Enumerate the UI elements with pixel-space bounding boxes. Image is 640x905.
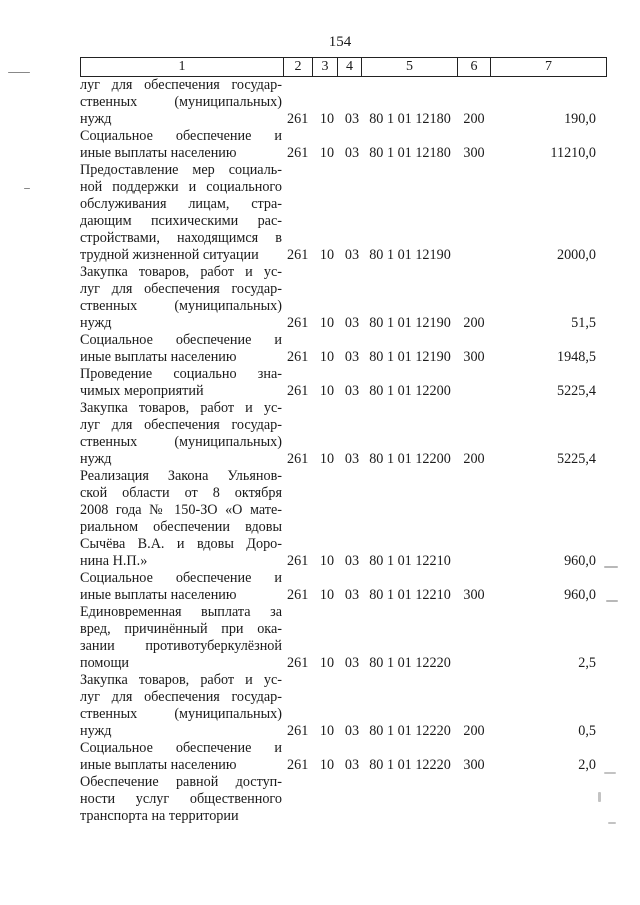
scan-mark [604,772,616,774]
row-name [80,740,282,774]
gr-code: 261 [287,723,309,739]
row-name-line: ной поддержки и социального [80,179,282,195]
expense-type-code [456,655,492,672]
row-name-line: Сычёва В.А. и вдовы Доро- [80,536,282,552]
table-row [80,400,640,468]
target-article-code: 80 1 01 12200 [369,451,451,467]
row-name-line: ственных (муниципальных) [80,94,282,110]
table-row [80,77,640,128]
target-article-code: 80 1 01 12180 [369,111,451,127]
table-row [80,162,640,264]
subsection-code: 03 [344,111,360,127]
table-row [80,332,640,366]
amount: 960,0 [564,553,596,569]
row-name-line: нужд [80,315,112,331]
row-name-line: нужд [80,723,112,739]
row-name-line: иные выплаты населению [80,349,237,365]
row-name-line: иные выплаты населению [80,587,237,603]
row-name [80,570,282,604]
amount: 0,5 [578,723,596,739]
row-name-line: 2008 года № 150-ЗО «О мате- [80,502,282,518]
column-header-cs: 5 [362,58,458,76]
row-name-line: транспорта на территории [80,808,239,824]
table-row [80,740,640,774]
row-name-line: Социальное обеспечение и [80,128,282,144]
row-name-line: иные выплаты населению [80,757,237,773]
amount: 5225,4 [556,383,596,399]
column-header-rz: 3 [313,58,338,76]
row-name-line: ственных (муниципальных) [80,706,282,722]
target-article-code: 80 1 01 12220 [369,757,451,773]
table-row [80,366,640,400]
scan-mark [8,72,30,73]
section-code: 10 [319,145,335,161]
scan-mark [604,566,618,568]
table-row [80,468,640,570]
subsection-code: 03 [344,349,360,365]
row-name-line: нужд [80,111,112,127]
row-name-line: зании противотуберкулёзной [80,638,282,654]
scan-mark [24,188,30,189]
section-code: 10 [319,757,335,773]
expense-type-code [456,383,492,400]
gr-code: 261 [287,655,309,671]
gr-code: 261 [287,587,309,603]
row-codes [287,247,596,264]
row-name-line: ности услуг общественного [80,791,282,807]
subsection-code: 03 [344,587,360,603]
amount: 960,0 [564,587,596,603]
row-codes [287,383,596,400]
section-code: 10 [319,315,335,331]
row-name [80,400,282,468]
scan-mark [608,822,616,824]
row-name-line: Обеспечение равной доступ- [80,774,282,790]
column-header-sum: 7 [491,58,607,76]
row-name-line: Реализация Закона Ульянов- [80,468,282,484]
column-header-name: 1 [81,58,284,76]
budget-table-body [80,77,640,825]
row-name-line: Предоставление мер социаль- [80,162,282,178]
section-code: 10 [319,553,335,569]
expense-type-code: 200 [463,111,485,127]
gr-code: 261 [287,451,309,467]
gr-code: 261 [287,349,309,365]
scan-mark [606,600,618,602]
row-name [80,77,282,128]
row-name-line: ственных (муниципальных) [80,434,282,450]
row-name [80,468,282,570]
target-article-code: 80 1 01 12190 [369,247,451,263]
section-code: 10 [319,111,335,127]
row-name-line: нина Н.П.» [80,553,148,569]
amount: 5225,4 [556,451,596,467]
column-header-pr: 4 [338,58,362,76]
row-codes [287,315,596,332]
amount: 1948,5 [556,349,596,365]
target-article-code: 80 1 01 12190 [369,315,451,331]
row-codes [287,145,596,162]
subsection-code: 03 [344,723,360,739]
expense-type-code: 200 [463,723,485,739]
amount: 51,5 [571,315,596,331]
target-article-code: 80 1 01 12180 [369,145,451,161]
row-name-line: дающим психическими рас- [80,213,282,229]
amount: 11210,0 [550,145,596,161]
row-name [80,128,282,162]
target-article-code: 80 1 01 12200 [369,383,451,399]
row-name-line: нужд [80,451,112,467]
expense-type-code: 200 [463,451,485,467]
row-name-line: луг для обеспечения государ- [80,77,282,93]
table-row [80,604,640,672]
section-code: 10 [319,723,335,739]
row-name-line: луг для обеспечения государ- [80,281,282,297]
row-name [80,604,282,672]
row-name [80,366,282,400]
column-header-row [80,57,607,77]
row-name-line: вред, причинённый при ока- [80,621,282,637]
subsection-code: 03 [344,655,360,671]
section-code: 10 [319,383,335,399]
gr-code: 261 [287,757,309,773]
subsection-code: 03 [344,315,360,331]
scan-mark [598,792,601,802]
row-codes [287,451,596,468]
expense-type-code: 300 [463,757,485,773]
amount: 190,0 [564,111,596,127]
row-name-line: чимых мероприятий [80,383,204,399]
row-name-line: обслуживания лицам, стра- [80,196,282,212]
table-row [80,128,640,162]
row-name-line: Социальное обеспечение и [80,740,282,756]
expense-type-code [456,247,492,264]
row-codes [287,553,596,570]
row-codes [287,757,596,774]
row-codes [287,655,596,672]
row-name [80,162,282,264]
target-article-code: 80 1 01 12220 [369,655,451,671]
row-codes [287,723,596,740]
row-name-line: Закупка товаров, работ и ус- [80,672,282,688]
amount: 2,0 [578,757,596,773]
row-name-line: риальном обеспечении вдовы [80,519,282,535]
target-article-code: 80 1 01 12220 [369,723,451,739]
row-name-line: ской области от 8 октября [80,485,282,501]
section-code: 10 [319,451,335,467]
row-name-line: луг для обеспечения государ- [80,689,282,705]
table-row [80,672,640,740]
section-code: 10 [319,349,335,365]
page-number: 154 [328,34,352,50]
expense-type-code: 200 [463,315,485,331]
row-name [80,264,282,332]
gr-code: 261 [287,553,309,569]
amount: 2,5 [578,655,596,671]
column-header-gr: 2 [284,58,313,76]
row-name [80,672,282,740]
table-row [80,774,640,825]
expense-type-code [456,553,492,570]
section-code: 10 [319,587,335,603]
row-codes [287,111,596,128]
expense-type-code: 300 [463,349,485,365]
column-header-vr: 6 [458,58,491,76]
subsection-code: 03 [344,553,360,569]
section-code: 10 [319,247,335,263]
subsection-code: 03 [344,383,360,399]
gr-code: 261 [287,247,309,263]
gr-code: 261 [287,145,309,161]
subsection-code: 03 [344,145,360,161]
row-name-line: Социальное обеспечение и [80,570,282,586]
row-codes [287,587,596,604]
row-name [80,774,282,825]
row-name-line: Проведение социально зна- [80,366,282,382]
expense-type-code: 300 [463,145,485,161]
row-name-line: Закупка товаров, работ и ус- [80,264,282,280]
subsection-code: 03 [344,247,360,263]
gr-code: 261 [287,315,309,331]
table-row [80,570,640,604]
row-name-line: трудной жизненной ситуации [80,247,259,263]
target-article-code: 80 1 01 12210 [369,587,451,603]
target-article-code: 80 1 01 12190 [369,349,451,365]
table-row [80,264,640,332]
row-codes [287,349,596,366]
row-name-line: стройствами, находящимся в [80,230,282,246]
row-name-line: иные выплаты населению [80,145,237,161]
row-name-line: Закупка товаров, работ и ус- [80,400,282,416]
row-name [80,332,282,366]
row-name-line: помощи [80,655,130,671]
row-name-line: луг для обеспечения государ- [80,417,282,433]
row-name-line: Единовременная выплата за [80,604,282,620]
expense-type-code: 300 [463,587,485,603]
target-article-code: 80 1 01 12210 [369,553,451,569]
subsection-code: 03 [344,451,360,467]
row-name-line: ственных (муниципальных) [80,298,282,314]
subsection-code: 03 [344,757,360,773]
section-code: 10 [319,655,335,671]
amount: 2000,0 [556,247,596,263]
row-name-line: Социальное обеспечение и [80,332,282,348]
gr-code: 261 [287,111,309,127]
gr-code: 261 [287,383,309,399]
